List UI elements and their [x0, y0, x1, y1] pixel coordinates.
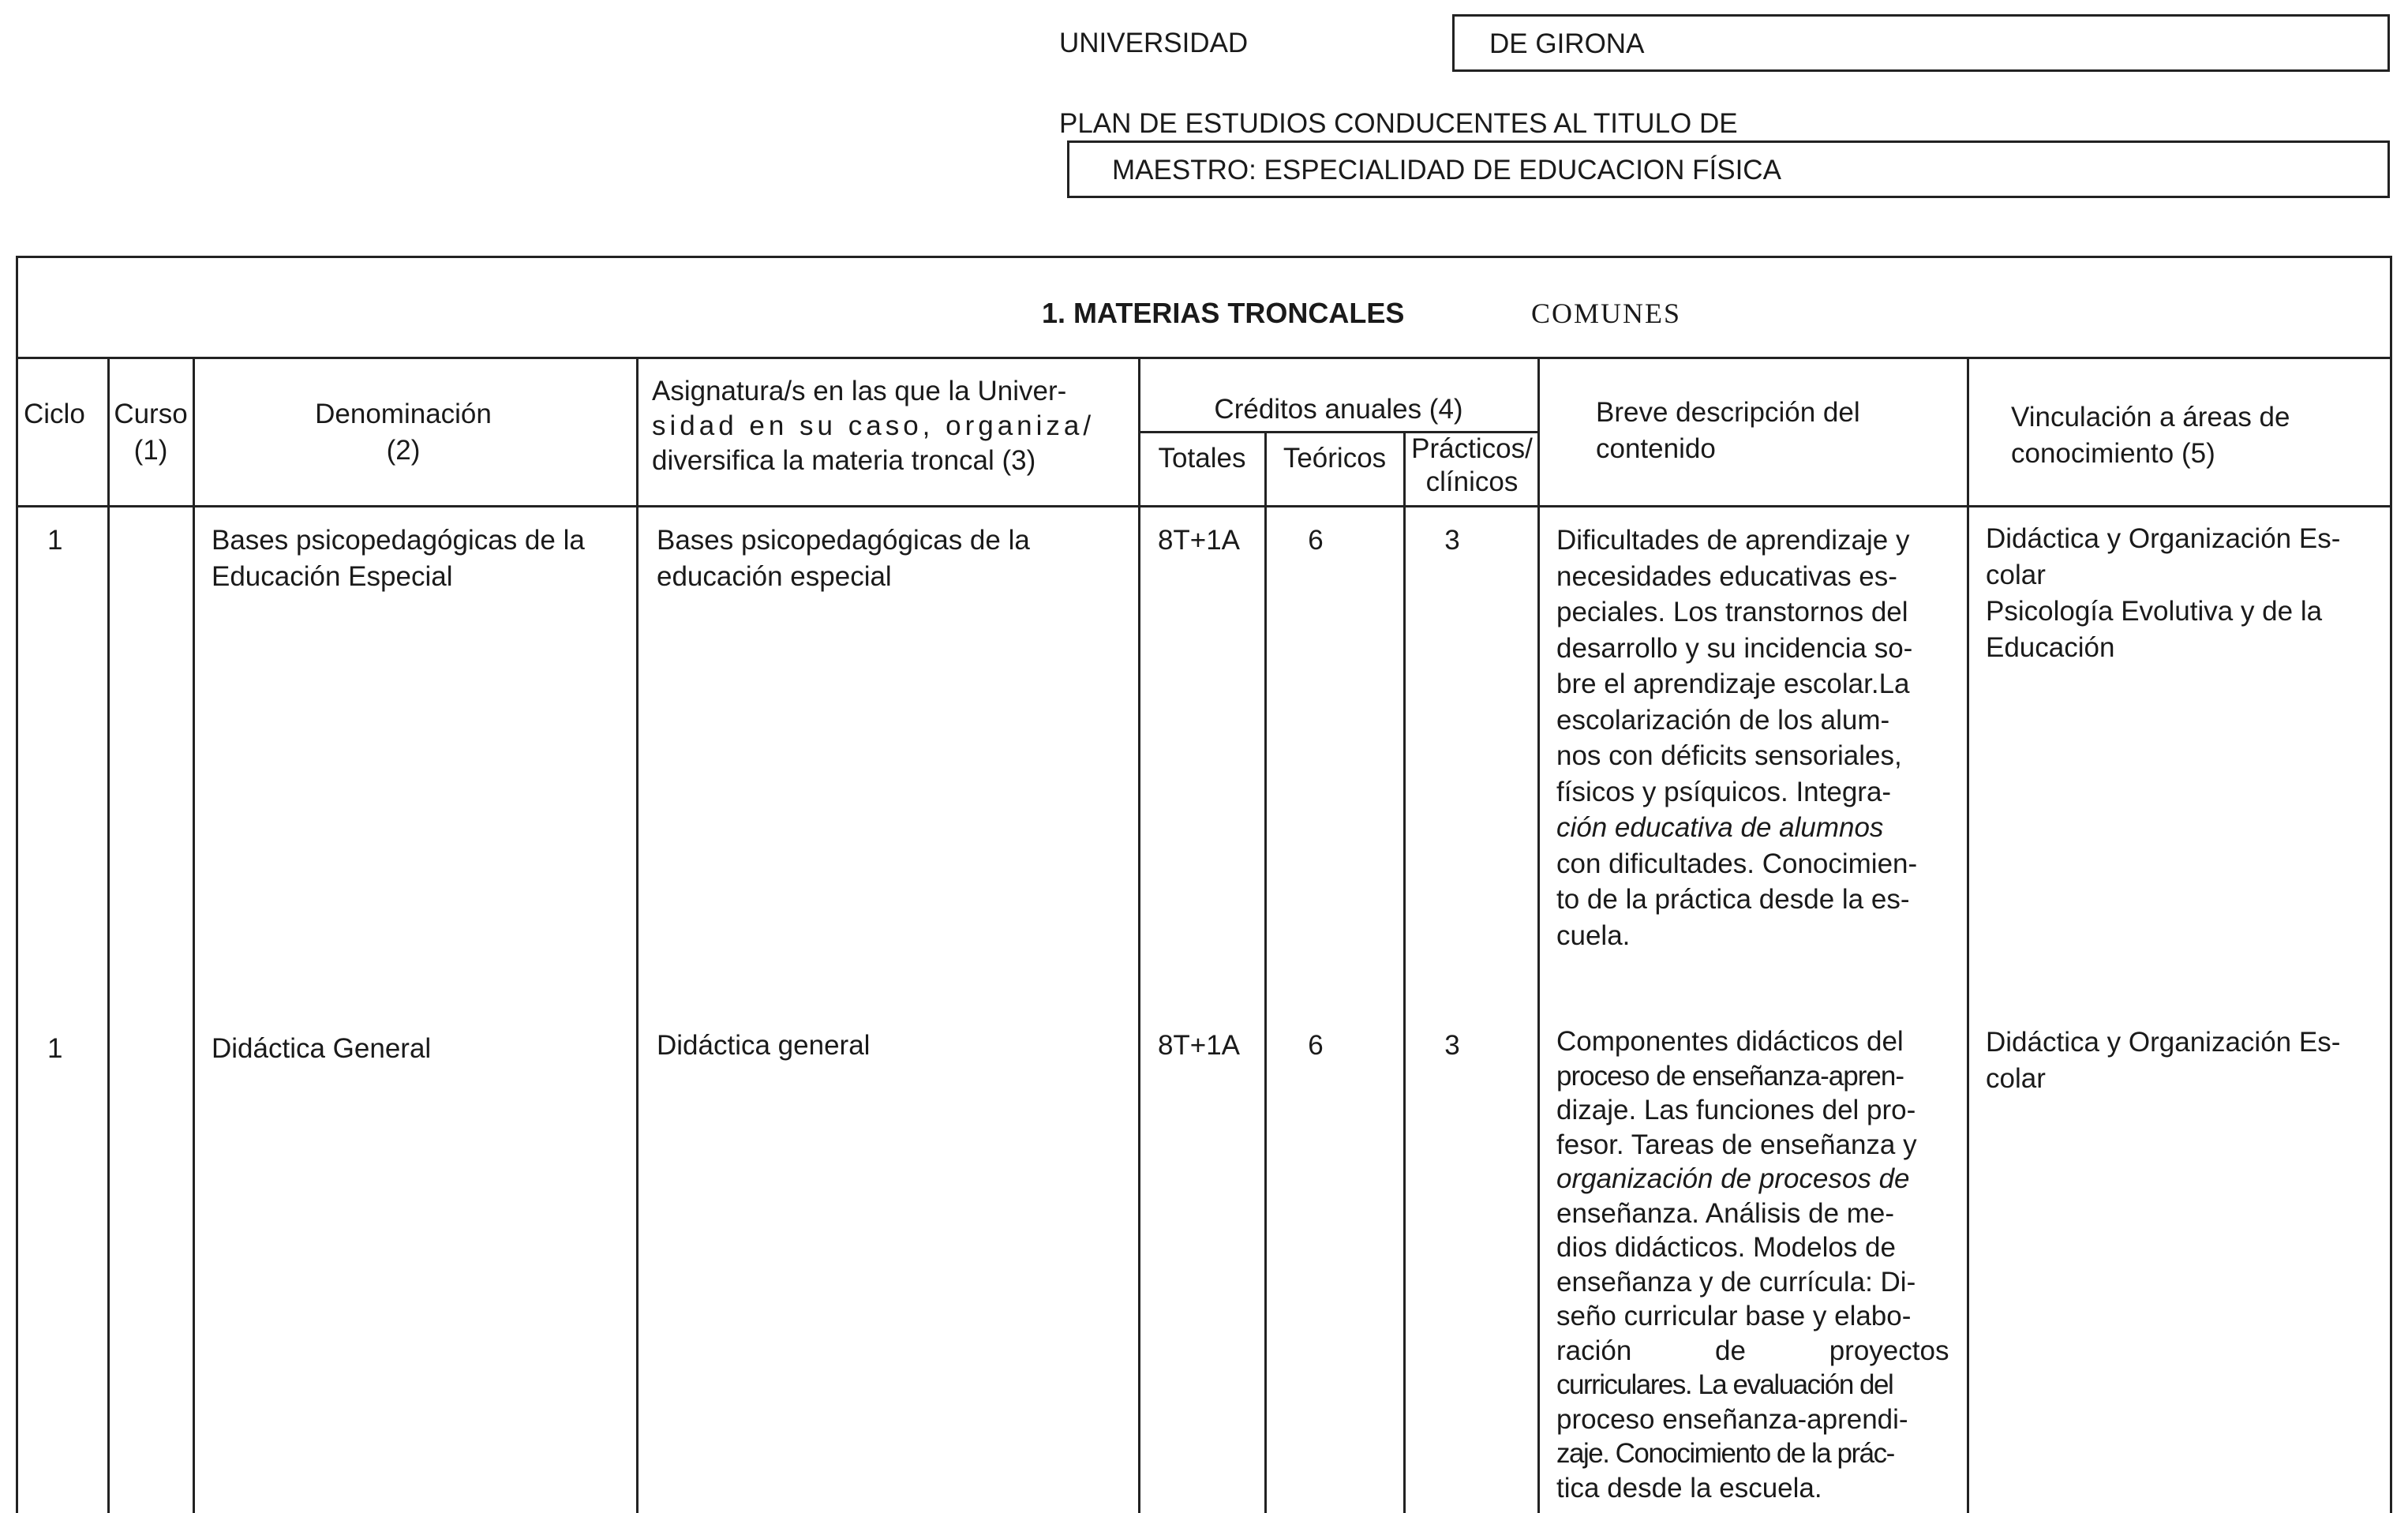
vinc-line: Psicología Evolutiva y de la [1986, 596, 2323, 627]
col-divider-descripcion [1537, 357, 1540, 1513]
vinc-line: colar [1986, 1063, 2046, 1094]
row-asignatura-line1: Bases psicopedagógicas de la [657, 525, 1030, 556]
row-totales: 8T+1A [1157, 525, 1241, 556]
desc-line: desarrollo y su incidencia so- [1556, 632, 1913, 664]
desc-line: Dificultades de aprendizaje y [1556, 525, 1910, 556]
desc-line: to de la práctica desde la es- [1556, 884, 1910, 915]
col-divider-denominacion [193, 357, 195, 1513]
row-denominacion [212, 1031, 635, 1067]
table-top-border [16, 256, 2392, 258]
row-totales: 8T+1A [1157, 1030, 1241, 1061]
table-title [1042, 295, 1404, 331]
table-right-border [2390, 256, 2392, 1513]
vinc-line: Didáctica y Organización Es- [1986, 1027, 2341, 1058]
header-curso-note: (1) [133, 435, 168, 466]
desc-line: Componentes didácticos del [1556, 1026, 1904, 1057]
desc-line: dizaje. Las funciones del pro- [1556, 1095, 1916, 1125]
row-practicos: 3 [1444, 525, 1460, 556]
desc-line: bre el aprendizaje escolar.La [1556, 668, 1910, 699]
titulo-box [1067, 140, 2390, 198]
row-asignatura-line1: Didáctica general [657, 1030, 871, 1061]
table-title-suffix: COMUNES [1531, 298, 1682, 329]
vinc-line: Didáctica y Organización Es- [1986, 523, 2341, 554]
header-totales: Totales [1158, 443, 1246, 474]
desc-line: proceso enseñanza-aprendi- [1556, 1403, 1908, 1435]
desc-line: ción educativa de alumnos [1556, 812, 1884, 843]
desc-line: zaje. Conocimiento de la prác- [1556, 1438, 1894, 1469]
header-asignaturas [652, 374, 1110, 478]
header-descripcion-line2: contenido [1596, 433, 1716, 464]
header-vinculacion-line2: conocimiento (5) [2011, 438, 2215, 469]
row-teoricos: 6 [1308, 525, 1324, 556]
desc-line: enseñanza. Análisis de me- [1556, 1197, 1895, 1229]
header-row-divider [16, 505, 2392, 507]
plan-label: PLAN DE ESTUDIOS CONDUCENTES AL TITULO DE [1059, 108, 1738, 139]
header-asignaturas-line3: diversifica la materia troncal (3) [652, 445, 1036, 476]
desc-line: fesor. Tareas de enseñanza y [1556, 1129, 1917, 1160]
header-curso-label: Curso [114, 399, 188, 429]
header-descripcion-line1: Breve descripción del [1596, 397, 1860, 428]
row-denominacion-line2: Educación Especial [212, 561, 453, 592]
desc-line: peciales. Los transtornos del [1556, 597, 1908, 627]
header-asignaturas-line1: Asignatura/s en las que la Univer- [652, 376, 1067, 406]
desc-line: nos con déficits sensoriales, [1556, 740, 1902, 771]
row-asignatura [657, 1028, 1130, 1064]
row-vinculacion [1986, 1024, 2380, 1097]
col-divider-practicos [1403, 433, 1406, 1513]
desc-line: cuela. [1556, 919, 1631, 951]
row-practicos: 3 [1444, 1030, 1460, 1061]
row-descripcion [1556, 1024, 1951, 1505]
row-denominacion-line1: Bases psicopedagógicas de la [212, 525, 585, 556]
header-ciclo: Ciclo [24, 399, 85, 429]
header-teoricos: Teóricos [1283, 443, 1387, 474]
header-practicos [1405, 433, 1539, 499]
col-divider-teoricos [1264, 433, 1267, 1513]
desc-line: con dificultades. Conocimien- [1556, 848, 1918, 879]
row-ciclo: 1 [47, 525, 63, 556]
row-asignatura [657, 522, 1130, 595]
desc-line: necesidades educativas es- [1556, 560, 1897, 592]
header-descripcion [1596, 395, 1951, 467]
desc-line: dios didácticos. Modelos de [1556, 1232, 1896, 1263]
col-divider-curso [107, 357, 110, 1513]
vinc-line: colar [1986, 560, 2046, 590]
vinc-line: Educación [1986, 632, 2115, 663]
desc-line: escolarización de los alum- [1556, 704, 1890, 736]
row-teoricos: 6 [1308, 1030, 1324, 1061]
header-asignaturas-line2: sidad en su caso, organiza/ [652, 410, 1095, 441]
universidad-label: UNIVERSIDAD [1059, 28, 1249, 58]
header-creditos: Créditos anuales (4) [1214, 394, 1463, 425]
col-divider-vinculacion [1967, 357, 1969, 1513]
desc-line: proceso de enseñanza-apren- [1556, 1060, 1904, 1092]
row-denominacion [212, 522, 635, 595]
header-denominacion-label: Denominación [315, 399, 492, 429]
desc-line: físicos y psíquicos. Integra- [1556, 776, 1892, 807]
desc-line: ración de proyectos [1556, 1335, 1949, 1366]
header-curso [109, 396, 193, 469]
row-descripcion [1556, 522, 1951, 953]
desc-line: enseñanza y de currícula: Di- [1556, 1266, 1916, 1298]
titulo-value: MAESTRO: ESPECIALIDAD DE EDUCACION FÍSICA [1112, 155, 1781, 185]
title-row-divider [16, 357, 2392, 359]
header-vinculacion [2011, 399, 2374, 472]
universidad-value: DE GIRONA [1489, 28, 1645, 59]
header-denominacion-note: (2) [386, 435, 421, 466]
desc-line: organización de procesos de [1556, 1163, 1910, 1194]
header-vinculacion-line1: Vinculación a áreas de [2011, 402, 2290, 433]
table-left-border [16, 256, 18, 1513]
desc-line: curriculares. La evaluación del [1556, 1369, 1893, 1400]
universidad-box [1452, 14, 2390, 72]
row-denominacion-line1: Didáctica General [212, 1033, 432, 1064]
col-divider-asignaturas [636, 357, 639, 1513]
desc-line: seño curricular base y elabo- [1556, 1301, 1912, 1331]
row-asignatura-line2: educación especial [657, 561, 892, 592]
row-vinculacion [1986, 521, 2380, 666]
desc-line: tica desde la escuela. [1556, 1472, 1822, 1504]
header-clinicos-label: clínicos [1425, 466, 1519, 497]
header-practicos-label: Prácticos/ [1411, 433, 1533, 464]
row-ciclo: 1 [47, 1033, 63, 1064]
table-title-main: 1. MATERIAS TRONCALES [1042, 297, 1405, 329]
header-denominacion [194, 396, 612, 469]
